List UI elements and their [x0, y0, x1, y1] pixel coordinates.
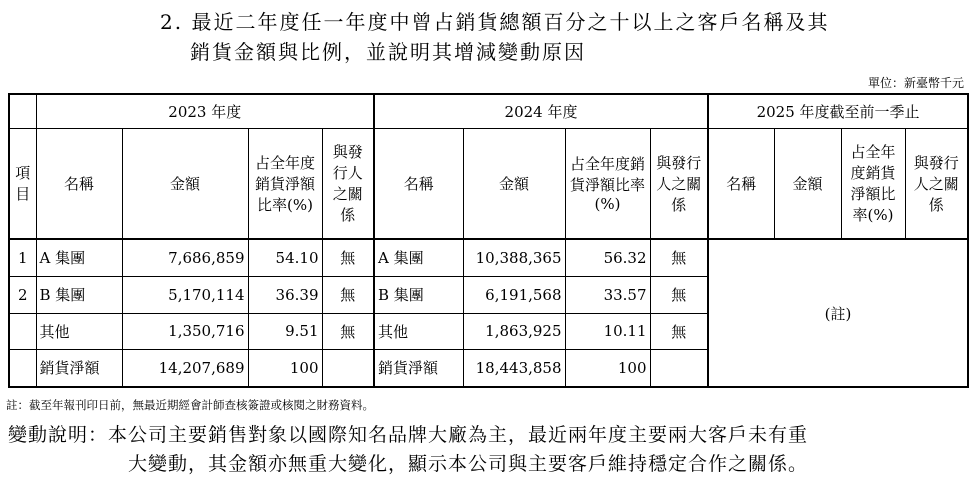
ratio-2024: 100: [565, 349, 650, 387]
blank-corner-cell: [9, 94, 36, 128]
table-row: [9, 239, 968, 276]
ratio-2023: 36.39: [248, 276, 322, 313]
customer-name-2023: 銷貨淨額: [36, 349, 122, 387]
row-item: [9, 313, 36, 349]
customer-name-2023: 其他: [36, 313, 122, 349]
currency-unit: 單位：新臺幣千元: [867, 76, 964, 90]
col-header-name-2025: 名稱: [708, 128, 774, 239]
relation-2023: [322, 349, 374, 387]
relation-2024: [650, 349, 708, 387]
year-header-2024: 2024 年度: [374, 94, 708, 128]
customer-name-2024: B 集團: [374, 276, 463, 313]
ratio-2023: 100: [248, 349, 322, 387]
year-header-2025: 2025 年度截至前一季止: [708, 94, 968, 128]
ratio-2023: 9.51: [248, 313, 322, 349]
ratio-2023: 54.10: [248, 239, 322, 276]
row-item: 2: [9, 276, 36, 313]
year-header-2023: 2023 年度: [36, 94, 374, 128]
amount-2023: 5,170,114: [122, 276, 248, 313]
relation-2023: 無: [322, 239, 374, 276]
note-reference-cell: (註): [708, 239, 968, 387]
section-heading-line1: 2. 最近二年度任一年度中曾占銷貨總額百分之十以上之客戶名稱及其: [160, 10, 830, 34]
col-header-amount-2023: 金額: [122, 128, 248, 239]
year-header-row: [9, 94, 968, 128]
explanation-block: [8, 421, 970, 479]
relation-2023: 無: [322, 276, 374, 313]
customer-name-2023: B 集團: [36, 276, 122, 313]
col-header-item: 項目: [9, 128, 36, 239]
explanation-text-line1: 本公司主要銷售對象以國際知名品牌大廠為主，最近兩年度主要兩大客戶未有重: [108, 424, 809, 446]
column-header-row: [9, 128, 968, 239]
row-item: 1: [9, 239, 36, 276]
amount-2024: 6,191,568: [463, 276, 565, 313]
relation-2024: 無: [650, 239, 708, 276]
amount-2024: 1,863,925: [463, 313, 565, 349]
major-customers-table: [8, 93, 969, 388]
col-header-name-2024: 名稱: [374, 128, 463, 239]
customer-name-2024: 其他: [374, 313, 463, 349]
row-item: [9, 349, 36, 387]
footnote: 註：截至年報刊印日前，無最近期經會計師查核簽證或核閱之財務資料。: [6, 398, 374, 412]
customer-name-2023: A 集團: [36, 239, 122, 276]
explanation-label: 變動說明：: [8, 424, 109, 446]
customer-name-2024: A 集團: [374, 239, 463, 276]
relation-2023: 無: [322, 313, 374, 349]
relation-2024: 無: [650, 313, 708, 349]
col-header-relation-2023: 與發行人之關係: [322, 128, 374, 239]
ratio-2024: 33.57: [565, 276, 650, 313]
col-header-name-2023: 名稱: [36, 128, 122, 239]
amount-2023: 1,350,716: [122, 313, 248, 349]
amount-2023: 7,686,859: [122, 239, 248, 276]
col-header-ratio-2024: 占全年度銷貨淨額比率(%): [565, 128, 650, 239]
explanation-line1: [8, 421, 970, 450]
amount-2024: 18,443,858: [463, 349, 565, 387]
amount-2023: 14,207,689: [122, 349, 248, 387]
col-header-relation-2024: 與發行人之關係: [650, 128, 708, 239]
col-header-amount-2024: 金額: [463, 128, 565, 239]
col-header-relation-2025: 與發行人之關係: [905, 128, 968, 239]
relation-2024: 無: [650, 276, 708, 313]
col-header-amount-2025: 金額: [774, 128, 841, 239]
col-header-ratio-2023: 占全年度銷貨淨額比率(%): [248, 128, 322, 239]
ratio-2024: 56.32: [565, 239, 650, 276]
section-heading-line2: 銷貨金額與比例，並說明其增減變動原因: [190, 40, 586, 64]
customer-name-2024: 銷貨淨額: [374, 349, 463, 387]
ratio-2024: 10.11: [565, 313, 650, 349]
col-header-ratio-2025: 占全年度銷貨淨額比率(%): [841, 128, 905, 239]
amount-2024: 10,388,365: [463, 239, 565, 276]
explanation-text-line2: 大變動，其金額亦無重大變化，顯示本公司與主要客戶維持穩定合作之關係。: [128, 453, 809, 475]
